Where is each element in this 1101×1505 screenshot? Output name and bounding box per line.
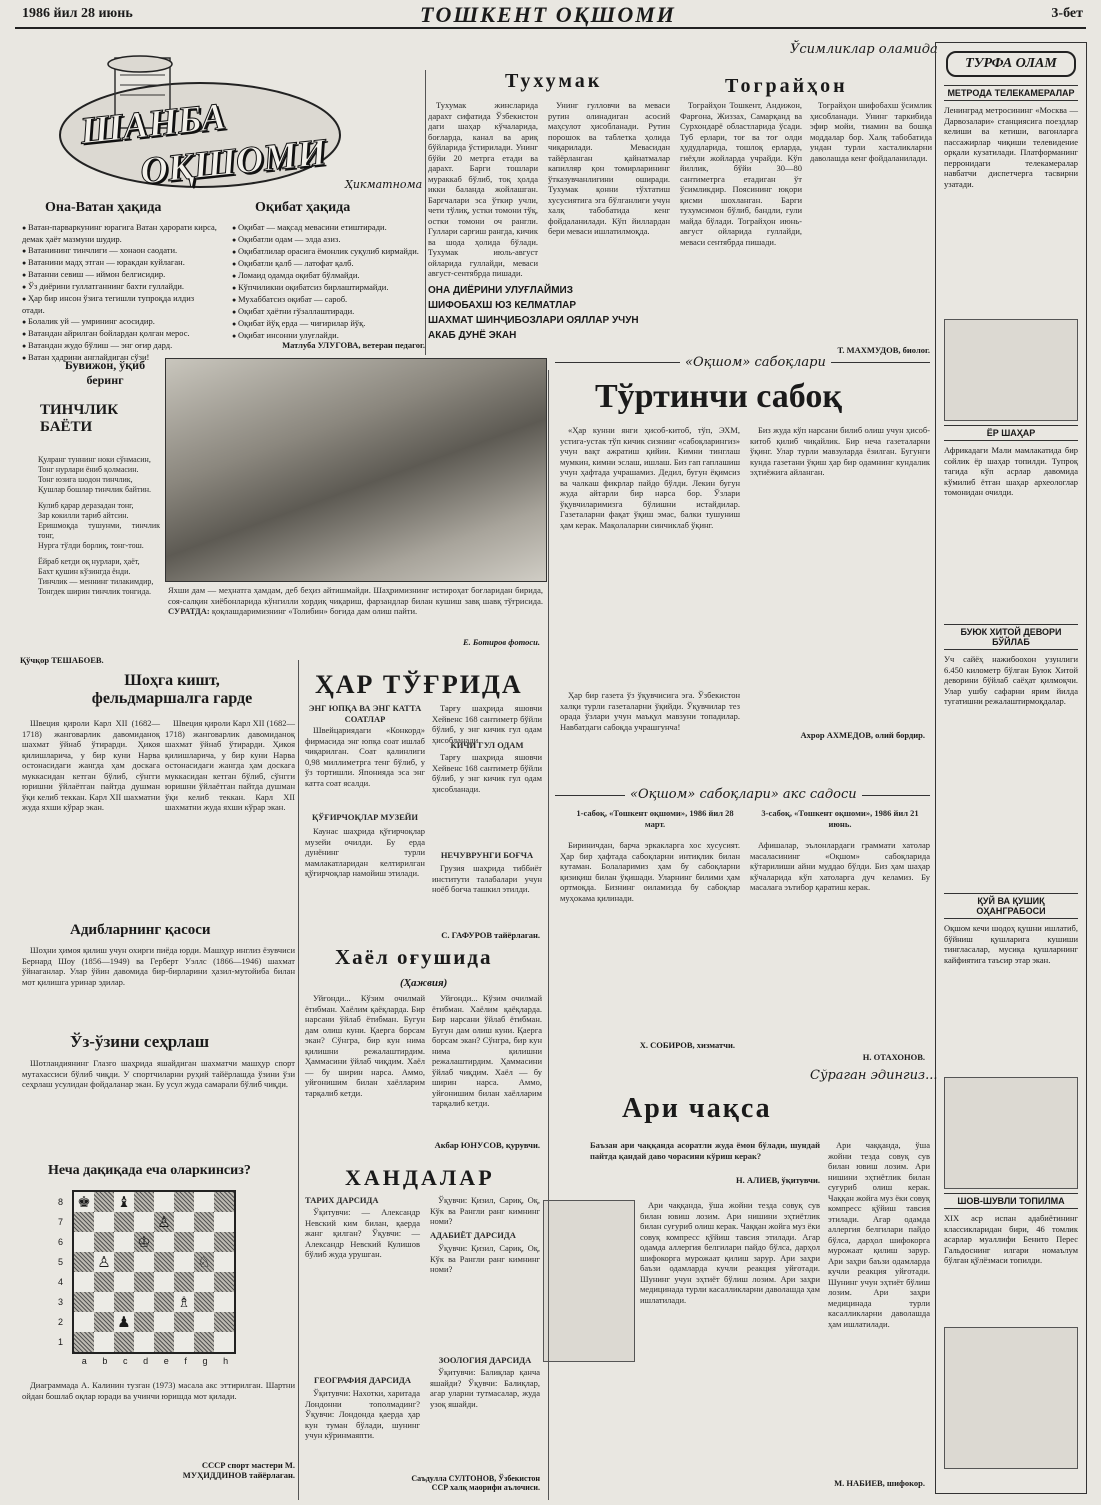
echo-author-1: Х. СОБИРОВ, хизматчи.: [639, 1040, 735, 1050]
chess-square: [154, 1272, 174, 1292]
wisdom-right-item: ● Ломаид одамда оқибат бўлмайди.: [232, 270, 422, 282]
poem-line: Тонгдек ширин тинчлик тонгида.: [38, 587, 152, 596]
sidebar-section-1-text: Ленинград метросининг «Москва — Дарвозалари» станциясига поездлар келиши ва кетиши, вагонларга пассажирлар чиқиши телевидение орқали кузатилади. Платформанинг перронидаги телекамералар навбатчи диспетчерга тасвирни узатади.: [944, 105, 1078, 189]
bee-lead-author: Н. АЛИЕВ, ўқитувчи.: [736, 1175, 820, 1185]
chess-square: [134, 1312, 154, 1332]
chess-diagram: [72, 1190, 236, 1354]
khayol-title: Хаёл оғушида: [335, 945, 493, 969]
har-turida-author: С. ГАФУРОВ тайёрлаган.: [441, 930, 540, 940]
khayol-col2: [432, 993, 542, 1118]
wisdom-left-item: ● Ватанининг тинчлиги — хонаон саодати.: [22, 245, 217, 257]
echo-col2-text: Афишалар, эълонлардаги граммати хатолар масаласининг «Оқшом» сабоқларида кўтарилиши айни муддао бўлди. Биз ҳам шаҳар кўчаларида кўп хатоларга дуч келамиз. Бу масалага эътибор қаратиш керак.: [750, 840, 930, 892]
sidebar-section-2-text: Африкадаги Мали мамлакатида бир сойлик ёр шаҳар топилди. Тупроқ тагида кўп асрлар давомида кўмилиб ётган шаҳар археологлар томонидан очилди.: [944, 445, 1078, 497]
photo-caption-label: СУРАТДА:: [168, 606, 210, 616]
shokha-title: Шоҳга кишт, фельдмаршалга гарде: [91, 672, 253, 707]
har-turida-title: ҲАР ТЎҒРИДА: [315, 670, 523, 699]
poem-line: Қулранг туннинг ноки сўнмасин,: [38, 455, 151, 464]
sidebar-illustration-2: [944, 1077, 1078, 1189]
sidebar-illustration-1: [944, 319, 1078, 421]
park-photo: [165, 358, 547, 582]
chess-square: [194, 1312, 214, 1332]
poem-kicker: Бувижон, ўқиб беринг: [64, 358, 146, 387]
khandalar-text3-intro: Ўқувчи: Қизил, Сариқ, Оқ, Кўк ва Рангли ранг кимнинг номи?: [430, 1195, 540, 1226]
tukhumak-body: Тухумак жинсларида дарахт сифатида Ўзбекистон даги шаҳар кўчаларида, боғларда, канал ва ариқ бўйларида ўстирилади. Унинг бўйи 20 метрга етади ва дарахт. Барги тошлари мураккаб бўлиб, тоқ ҳолда икки баланда жойлашган. Баргчалари эса ўткир учли, чети тўлиқ, устки томони тўқ, остки томони оч рангли. Гуллари сарғиш рангда, кичик ва шода ҳолида бўлади. Тухумак июль-август ойларида гуллайди, меваси август-сентябрда пишади.: [428, 100, 538, 278]
wisdom-right-item: ● Оқибат инсонни улуғлайди.: [232, 330, 422, 342]
uzuzini-title: Ўз-ўзини сеҳрлаш: [70, 1032, 210, 1051]
photo-credit: Е. Ботиров фотоси.: [462, 637, 540, 647]
wisdom-left-item: ● Ватанни севиш — иймон белгисидир.: [22, 269, 217, 281]
chess-square: [114, 1312, 134, 1332]
chess-square: [114, 1332, 134, 1352]
chess-file-label: c: [123, 1356, 128, 1366]
chess-title: Неча дақиқада еча оларкинсиз?: [48, 1163, 251, 1178]
chess-square: [134, 1272, 154, 1292]
chess-square: [194, 1192, 214, 1212]
logo-line2: ОҚШОМИ: [138, 131, 329, 193]
wisdom-right-item: ● Кўпчиликни оқибатсиз бирлаштирмайди.: [232, 282, 422, 294]
chess-square: [214, 1292, 234, 1312]
wisdom-left-title: Она-Ватан ҳақида: [45, 200, 162, 215]
bee-col2: [828, 1140, 930, 1470]
khandalar-col3-top: [430, 1195, 540, 1227]
chess-square: [194, 1212, 214, 1232]
khandalar-col4: [430, 1367, 540, 1472]
sidebar-section-4-title: ҚУЙ ВА ҚУШИҚ ОҲАНГРАБОСИ: [944, 893, 1078, 919]
har-turida-text4: Грузия шаҳрида тиббиёт институти талабалари учун ноёб боғча ташкил этилди.: [432, 863, 542, 894]
har-turida-col1: [305, 725, 425, 810]
chess-square: [134, 1332, 154, 1352]
chess-file-label: h: [223, 1356, 229, 1366]
chess-body: Диаграммада А. Калинин тузган (1973) масала акс эттирилган. Шартни ойдан бошлаб оқлар юради ва учинчи юришда мот қилади.: [22, 1380, 295, 1401]
poem-line: Қушлар бошлар тинчлик байтин.: [38, 485, 152, 494]
khandalar-text2: Ўқитувчи: Нахотки, харитада Лондонни тополмадинг? Ўқувчи: Лондонда қаерда ҳар кун туман бўлади, шунинг учун кўринмаяпти.: [305, 1388, 420, 1440]
lessons-title: Тўртинчи сабоқ: [595, 378, 842, 415]
chess-square: [154, 1232, 174, 1252]
chess-file-label: a: [81, 1356, 87, 1366]
bee-title: Ари чақса: [622, 1093, 772, 1124]
wisdom-left-item: ● Ҳар бир инсон ўзига тегишли тупроқда илдиз отади.: [22, 293, 217, 316]
chess-square: [214, 1332, 234, 1352]
khandalar-title: ХАНДАЛАР: [345, 1165, 495, 1190]
har-turida-sub1: ЭНГ ЮПҚА ВА ЭНГ КАТТА СОАТЛАР: [308, 703, 422, 724]
chess-rank-label: 4: [58, 1277, 64, 1287]
masthead-rule: [15, 27, 1086, 29]
poem-line: Бахт қушин кўзингда ёнди.: [38, 567, 131, 576]
chess-square: [94, 1272, 114, 1292]
logo-block: [40, 40, 423, 193]
tukhumak-text-2: [548, 100, 670, 265]
chess-rank-label: 5: [58, 1257, 64, 1267]
echo-source-2: 3-сабоқ, «Тошкент оқшоми», 1986 йил 21 июнь.: [761, 808, 919, 829]
chess-square: [74, 1272, 94, 1292]
photo-caption-label-text: қоқлашдаримизнинг «Толибин» боғида дам олиш пайти.: [211, 606, 418, 616]
chess-piece: ♗: [177, 1293, 191, 1311]
wisdom-right-title: Оқибат ҳақида: [255, 200, 351, 215]
poem-line: Тинчлик — меннинг тилакимдир,: [38, 577, 154, 586]
chess-piece: ♙: [97, 1253, 111, 1271]
chess-square: [194, 1252, 214, 1272]
wisdom-left-item: ● Болалик уй — умрининг асосидир.: [22, 316, 217, 328]
echo-author-2: Н. ОТАХОНОВ.: [862, 1052, 925, 1062]
chess-square: [74, 1292, 94, 1312]
sidebar-illustration-3: [944, 1327, 1078, 1469]
bee-kicker: Сўраган эдингиз...: [810, 1068, 938, 1083]
chess-square: [114, 1292, 134, 1312]
chess-rank-label: 2: [58, 1317, 64, 1327]
shokha-col1: [22, 718, 160, 908]
chess-square: [174, 1292, 194, 1312]
poem-line: Ёйраб кетди оқ нурлари, ҳаёт,: [38, 557, 140, 566]
adib-title: Адибларнинг қасоси: [70, 922, 211, 938]
lessons-col3: [560, 690, 740, 770]
chess-square: [214, 1232, 234, 1252]
chess-square: [214, 1212, 234, 1232]
chess-square: [114, 1212, 134, 1232]
khandalar-sub1: ТАРИХ ДАРСИДА: [305, 1195, 379, 1205]
chess-square: [174, 1252, 194, 1272]
chess-square: [134, 1192, 154, 1212]
chess-square: [154, 1192, 174, 1212]
promo-item: АКАБ ДУНЁ ЭКАН: [428, 330, 517, 341]
logo-line1: ШАНБА: [78, 95, 228, 153]
wisdom-left-item: ● Ватан-парваркунинг юрагига Ватан ҳарорати кирса, демак ҳаёт мазмуни шудир.: [22, 222, 217, 245]
har-turida-text3: Тарғу шаҳрида яшовчи Хейвенс 168 сантиметр бўйли бўлиб, у энг кичик гул одам ҳисобланади.: [432, 752, 542, 794]
logo-tagline: Ҳикматнома: [345, 178, 423, 191]
chess-square: [214, 1312, 234, 1332]
wisdom-left-item: ● Ватандан айрилган бойлардан қолган мерос.: [22, 328, 217, 340]
chess-square: [154, 1312, 174, 1332]
chess-rank-labels: [58, 1192, 70, 1352]
har-turida-sub3: КИЧИ ГУЛ ОДАМ: [450, 740, 524, 750]
sidebar-section-2-title: ЁР ШАҲАР: [944, 425, 1078, 441]
shokha-col2: [165, 718, 295, 908]
promo-item: ШИФОБАХШ ЮЗ КЕЛМАТЛАР: [428, 300, 577, 311]
wisdom-left-item: ● Ватан ҳадрини англайдиган сўзи!: [22, 352, 217, 364]
bee-author: М. НАБИЕВ, шифокор.: [834, 1478, 925, 1488]
tograykhon-text-2: [810, 100, 932, 330]
chess-square: [214, 1252, 234, 1272]
khandalar-author: Саъдулла СУЛТОНОВ, Ўзбекистон ССР халқ маорифи аълочиси.: [411, 1474, 540, 1492]
sidebar-section-3-text: Уч сайёҳ нажибоохон узунлиги 6.450 километр бўлган Буюк Хитой деворини бўйлаб саёҳат қилмоқчи. Улар ушбу сафарни ярим йилда тугатишни режалаштирмоқдалар.: [944, 654, 1078, 706]
chess-author: СССР спорт мастери М. МУҲИДДИНОВ тайёрлаган.: [182, 1460, 295, 1480]
echo-source-1: 1-сабоқ, «Тошкент оқшоми», 1986 йил 28 март.: [576, 808, 734, 829]
khayol-text-2: Уйғонди... Кўзим очилмай ётибман. Хаёлим қаёқларда. Бир нарсани ўйлаб ётибман. Бугун дам олиш куни. Қаерга борсам экан? Сўнгра, бир кун нима қилишни режалаштирдим. Ҳаммасини ўйлаб чиқдим. Хаёл — бу ширин нарса. Аммо, уйғонишим билан хаёлларим тарқалиб кетди.: [432, 993, 542, 1108]
chess-square: [154, 1292, 174, 1312]
promo-item: ОНА ДИЁРИНИ УЛУҒЛАЙМИЗ: [428, 285, 573, 296]
lessons-header: «Оқшом» сабоқлари: [680, 355, 831, 370]
chess-square: [154, 1212, 174, 1232]
khandalar-col3: [430, 1243, 540, 1348]
sidebar-turfa-olam: [935, 42, 1087, 1494]
chess-square: [174, 1312, 194, 1332]
har-turida-col3: [432, 752, 542, 847]
wisdom-left-list: [22, 222, 217, 372]
lessons-col2: [750, 425, 930, 690]
lessons-author: Ахрор АХМЕДОВ, олий бордир.: [800, 730, 925, 740]
photo-caption: [168, 585, 543, 635]
column-rule-3: [425, 70, 426, 355]
chess-file-label: g: [202, 1356, 208, 1366]
poem-author: Қўчқор ТЕШАБОЕВ.: [20, 655, 104, 665]
chess-square: [174, 1232, 194, 1252]
wisdom-left-item: ● Ўз диёрини гуллатганнинг бахти гуллайди.: [22, 281, 217, 293]
chess-rank-label: 6: [58, 1237, 64, 1247]
poem-line: Нурга тўлди борлиқ, тонг-тош.: [38, 541, 144, 550]
promo-list: [428, 283, 673, 353]
chess-square: [214, 1272, 234, 1292]
chess-square: [74, 1192, 94, 1212]
sidebar-section-1-title: МЕТРОДА ТЕЛЕКАМЕРАЛАР: [944, 85, 1078, 101]
uzuzini-body: Шотландиянинг Глазго шаҳрида яшайдиган шахматчи машҳур спорт мутахассиси бўлиб чиқди. У спортчиларни руҳий тайёрлашда ўзини ўзи сеҳрлаш усулидан фойдаланар экан. Бу усул жуда самарали бўлиб чиқди.: [22, 1058, 295, 1089]
har-turida-col2: [305, 826, 425, 926]
khayol-subtitle: (Ҳажвия): [400, 977, 448, 989]
chess-square: [174, 1272, 194, 1292]
chess-square: [114, 1192, 134, 1212]
khandalar-col2: [305, 1388, 420, 1488]
wisdom-left-item: ● Ватанини мадҳ этган — юракдан куйлаган.: [22, 257, 217, 269]
uzuzini-text: [22, 1058, 295, 1153]
wisdom-left-item: ● Ватандан жудо бўлиш — энг оғир дард.: [22, 340, 217, 352]
tograykhon-body-2: Тограйҳон шифобахш ўсимлик ҳисобланади. Унинг таркибида эфир мойи, тиамин ва бошқа моддалар бор. Халқ табобатида ундан турли хасталикларни даволашда кенг фойдаланилади.: [810, 100, 932, 163]
chess-piece: ♝: [117, 1193, 131, 1211]
chess-rank-label: 8: [58, 1197, 64, 1207]
har-turida-sub2: ҚЎҒИРЧОҚЛАР МУЗЕЙИ: [312, 812, 418, 822]
tukhumak-body-2: Унинг гулловчи ва меваси рутин олинадиган асосий маҳсулот ҳисобланади. Рутин порошок ва таблетка ҳолида чиқарилади. Мевасидан тайёрланган қайнатмалар капилляр қон томирларининг ўтказувчанлигини оширади. Тухумак қонни тўхтатиш хусусиятига эга бўлганлиги учун халқ табобатида кенг фойдаланилади. Кўп йиллардан бери меваси ишлатилмоқда.: [548, 100, 670, 236]
chess-square: [134, 1212, 154, 1232]
chess-square: [74, 1252, 94, 1272]
newspaper-title: ТОШКЕНТ ОҚШОМИ: [420, 2, 676, 27]
chess-square: [74, 1212, 94, 1232]
echo-col1-text: Бириничдан, барча эркакларга хос хусусият. Ҳар бир ҳафтада сабоқларни интиқлик билан кутаман. Болаларимиз ҳам бу сабоқларни қизиқиш билан ўқишади. Уларнинг билими ҳам ортмоқда. Бизнинг оиламизда бу сабоқлар муҳокама қилинади.: [560, 840, 740, 903]
chess-piece: ♚: [77, 1193, 91, 1211]
chess-rank-label: 1: [58, 1337, 64, 1347]
lessons-col3-text: Ҳар бир газета ўз ўқувчисига эга. Ўзбекистон халқи турли газеталарни ўқийди. Ўқувчилар тез орада ўзлари учун маъқул мавзуни топадилар. Навбатдаги сабоқда учрашгунча!: [560, 690, 740, 732]
har-turida-text1: Швейцариядаги «Конкорд» фирмасида энг юпқа соат ишлаб чиқарилган. Соат қалинлиги 0,98 миллиметрга тенг бўлиб, у ўз тортишли. Японияда эса энг катта соат ясалди.: [305, 725, 425, 788]
lessons-col1-text: «Ҳар кунни янги ҳисоб-китоб, тўп, ЭХМ, устига-устак тўп кичик сизнинг «сабоқларингиз» учун вақт ажратиш қийин. Кимни тинглаш мумкин, кимни эслаш, ишлаш. Биз гап гаплашиш учун ҳафтада учрашамиз. Дедил, бугун ёқимсиз ва чалкаш фикрлар пайдо бўлди. Лекин бугун жуда айтарли бир нарса бор. Ўзлари ўқувчиларимизга бўлишни истайдилар. Газеталарни фақат ўқиш эмас, балки тушуниш ҳам керак. Мақолаларни синчиклаб ўқинг.: [560, 425, 740, 530]
adib-body: Шоҳни ҳимоя қилиш учун охирги пиёда юрди. Машҳур инглиз ёзувчиси Бернард Шоу (1856—1949) ва Герберт Уэллс (1866—1946) шахмат ўйнаганлар. Улар ўйин давомида бир-бирларини ҳазил-мутойиба билан мот қилишга уринар эдилар.: [22, 945, 295, 987]
chess-square: [94, 1232, 114, 1252]
sidebar-section-5-text: XIX аср испан адабиётининг классикларидан бири, 46 томлик асарлар муаллифи Бенито Перес Гальдоснинг илгари номаълум бўлган қўлёзмаси топилди.: [944, 1213, 1078, 1265]
echo-col2: [750, 840, 930, 1035]
chess-square: [194, 1292, 214, 1312]
wisdom-right-item: ● Оқибат ҳаётни гўзаллаштиради.: [232, 306, 422, 318]
chess-square: [134, 1232, 154, 1252]
poem-line: Тонг нурлари ёниб қолмасин.: [38, 465, 139, 474]
adib-text: [22, 945, 295, 1020]
chess-square: [74, 1332, 94, 1352]
chess-board: [72, 1190, 236, 1354]
har-turida-col4: [432, 863, 542, 923]
khandalar-sub4: ЗООЛОГИЯ ДАРСИДА: [438, 1355, 532, 1365]
khandalar-text3: Ўқувчи: Қизил, Сариқ, Оқ, Кўк ва Рангли ранг кимнинг номи?: [430, 1243, 540, 1274]
khandalar-col1: [305, 1207, 420, 1372]
chess-square: [174, 1212, 194, 1232]
chess-square: [94, 1252, 114, 1272]
bee-col1: [640, 1200, 820, 1490]
sidebar-section-3-title: БУЮК ХИТОЙ ДЕВОРИ БЎЙЛАБ: [944, 624, 1078, 650]
wisdom-right-item: ● Оқибатли қалб — латофат қалб.: [232, 258, 422, 270]
khayol-author: Акбар ЮНУСОВ, қурувчи.: [434, 1140, 540, 1150]
chess-piece: ♙: [157, 1213, 171, 1231]
column-rule-1: [298, 660, 299, 1500]
sidebar-title: ТУРФА ОЛАМ: [946, 51, 1076, 77]
khandalar-sub3: АДАБИЁТ ДАРСИДА: [430, 1230, 516, 1240]
chess-square: [94, 1212, 114, 1232]
sidebar-section-4-text: Оқшом кечи шодоҳ қушни ишлатиб, бўйниш қушларига кушиши тингласалар, мусиқа қушларнинг кайфиятига таъсир этар экан.: [944, 923, 1078, 965]
chess-square: [214, 1192, 234, 1212]
lessons-col1: [560, 425, 740, 690]
chess-square: [74, 1232, 94, 1252]
poem-line: Зар кокилли тариб айтсин.: [38, 511, 129, 520]
khandalar-sub2: ГЕОГРАФИЯ ДАРСИДА: [314, 1375, 411, 1385]
chess-piece: ♘: [197, 1253, 211, 1271]
chess-square: [114, 1252, 134, 1272]
page-number: 3-бет: [1051, 6, 1083, 21]
poem-line: Еришмоқда тушунми, тинчлик тонг,: [38, 521, 160, 540]
chess-square: [174, 1332, 194, 1352]
chess-square: [94, 1332, 114, 1352]
chess-piece: ♔: [137, 1233, 151, 1251]
wisdom-author: Матлуба УЛУГОВА, ветеран педагог.: [282, 340, 425, 350]
chess-square: [134, 1292, 154, 1312]
poem-line: Кулиб қарар деразадан тонг,: [38, 501, 134, 510]
chess-square: [114, 1272, 134, 1292]
shokha-text-2: Швеция қироли Карл XII (1682—1718) жанговарлик давомиданоқ шахмат ўйнаб ўтирарди. Ҳикоя қилишларича, у бир куни Нарва остонасидаги жангда ҳам доскага муккасидан кетган бўлиб, сўнгги юришни ўйлаётган пайтда душман ўқи келиб теккан. Карл XII шахматни жуда яхши кўрар экан.: [165, 718, 295, 812]
shokha-text-1: Швеция қироли Карл XII (1682—1718) жанговарлик давомиданоқ шахмат ўйнаб ўтирарди. Ҳикоя қилишларича, у бир куни Нарва остонасидаги жангда ҳам доскага муккасидан кетган бўлиб, сўнгги юришни ўйлаётган пайтда душман ўқи келиб теккан. Карл XII шахматни жуда яхши кўрар экан.: [22, 718, 160, 812]
khayol-text-1: Уйғонди... Кўзим очилмай ётибман. Хаёлим қаёқларда. Бир нарсани ўйлаб ётибман. Бугун дам олиш куни. Қаерга борсам экан? Сўнгра, бир кун нима қилишни режалаштирдим. Ҳаммасини ўйлаб чиқдим. Хаёл — бу ширин нарса. Аммо, уйғонишим билан хаёлларим тарқалиб кетди.: [305, 993, 425, 1098]
tograykhon-title: Тограйҳон: [725, 75, 848, 97]
chess-square: [114, 1232, 134, 1252]
photo-caption-text: Яхши дам — меҳнатга ҳамдам, деб беҳиз айтишмайди. Шаҳримизнинг истироҳат боғларидан бирида, соя-салқин хиёбонларида кўнгилли хордиқ чиқариш, фарзандлар билан кушиш завқ шавқ тўғрисида.: [168, 585, 543, 606]
tograykhon-text: [680, 100, 802, 330]
sidebar-section-5-title: ШОВ-ШУВЛИ ТОПИЛМА: [944, 1193, 1078, 1209]
column-rule-2: [548, 370, 549, 1500]
wisdom-right-item: ● Оқибатли одам — элда азиз.: [232, 234, 422, 246]
section-label: Ўсимликлар оламида: [790, 42, 938, 57]
chess-text: [22, 1380, 295, 1460]
promo-item: ШАХМАТ ШИНҶИБОЗЛАРИ ОЯЛЛАР УЧУН: [428, 315, 639, 326]
chess-square: [154, 1252, 174, 1272]
khandalar-text1: Ўқитувчи: — Александр Невский ким билан, қаерда жанг қилган? Ўқувчи: — Александр Невский Кулишов бўлиб жуда урушган.: [305, 1207, 420, 1259]
tukhumak-text: [428, 100, 538, 278]
chess-piece: ♟: [117, 1313, 131, 1331]
wisdom-right-item: ● Мухаббатсиз оқибат — сароб.: [232, 294, 422, 306]
chess-square: [194, 1332, 214, 1352]
tukhumak-title: Тухумак: [505, 70, 603, 92]
chess-file-label: e: [163, 1356, 169, 1366]
chess-rank-label: 3: [58, 1297, 64, 1307]
chess-square: [134, 1252, 154, 1272]
wisdom-right-item: ● Оқибат — мақсад мевасини етиштиради.: [232, 222, 422, 234]
chess-square: [194, 1232, 214, 1252]
khayol-col1: [305, 993, 425, 1118]
chess-square: [94, 1312, 114, 1332]
tograykhon-author: Т. МАХМУДОВ, биолог.: [837, 345, 930, 355]
chess-file-label: b: [102, 1356, 108, 1366]
chess-square: [74, 1312, 94, 1332]
wisdom-right-item: ● Оқибатлилар орасига ёмонлик суқулиб кирмайди.: [232, 246, 422, 258]
poem-line: Тонг юзига шодон тинчлик,: [38, 475, 133, 484]
chess-square: [94, 1292, 114, 1312]
har-turida-text3-intro: Тарғу шаҳрида яшовчи Хейвенс 168 сантиметр бўйли бўлиб, у энг кичик гул одам ҳисобланади.: [432, 703, 542, 745]
issue-date: 1986 йил 28 июнь: [22, 6, 133, 21]
bee-col1-text: Ари чаққанда, ўша жойни тезда совуқ сув билан ювиш лозим. Ари нишини эҳтиётлик билан суғуриб олиш керак. Чаққан жойга муз ёки совуқ компресс қўйиш тавсия этилади. Агар одамда аллергия белгилари пайдо бўлса, дарҳол шифокорга мурожаат қилиш зарур. Ари заҳри баъзи одамларда кучли реакция уйғотади. Шунинг учун эҳтиёт бўлиш лозим. Ари заҳри медицинада турли касалликларни даволашда ҳам ишлатилади.: [640, 1200, 820, 1305]
bee-lead: Баъзан ари чаққанда асоратли жуда ёмон бўлади, шундай пайтда қандай даво чорасини кўриш керак?: [590, 1140, 820, 1161]
chess-square: [194, 1272, 214, 1292]
khandalar-text4: Ўқитувчи: Балиқлар қанча яшайди? Ўқувчи: Балиқлар, агар уларни тутмасалар, жуда узоқ яшайди.: [430, 1367, 540, 1409]
chess-square: [94, 1192, 114, 1212]
tograykhon-body: Тограйҳон Тошкент, Андижон, Фарғона, Жиззах, Самарқанд ва Сурхондарё областларида ўсади. Туб ерлари, тоғ ва тоғ олди ҳудудларида, тошлоқ ерларда, гиёҳли жойларда учрайди. Кўп йиллик, бўйи 30—80 сантиметрга етадиган ўт ўсимликдир. Поясининг юқори қисми шохланган. Барги тухумсимон бўлиб, бандли, гули майда бўлади. Тограйҳон июнь-август ойларида гуллайди, меваси сентябрда пишади.: [680, 100, 802, 247]
chess-file-label: d: [143, 1356, 149, 1366]
wisdom-right-item: ● Оқибат йўқ ерда — чиғирилар йўқ.: [232, 318, 422, 330]
chess-file-label: f: [184, 1356, 187, 1366]
har-turida-text2: Каунас шаҳрида қўғирчоқлар музейи очилди. Бу ерда дунёнинг турли мамлакатларидан келтирилган қўғирчоқлар намойиш этилади.: [305, 826, 425, 878]
poem-lines: [38, 455, 160, 650]
chess-file-labels: [74, 1356, 236, 1366]
chess-square: [154, 1332, 174, 1352]
poem-title: ТИНЧЛИК БАЁТИ: [40, 402, 119, 435]
bee-col2-text: Ари чаққанда, ўша жойни тезда совуқ сув билан ювиш лозим. Ари нишини эҳтиётлик билан суғуриб олиш керак. Чаққан жойга муз ёки совуқ компресс қўйиш тавсия этилади. Агар одамда аллергия белгилари пайдо бўлса, дарҳол шифокорга мурожаат қилиш зарур. Ари заҳри баъзи одамларда кучли реакция уйғотади. Шунинг учун эҳтиёт бўлиш лозим. Ари заҳри медицинада турли касалликларни даволашда ҳам ишлатилади.: [828, 1140, 930, 1329]
echo-header: «Оқшом» сабоқлари» акс садоси: [625, 787, 862, 802]
chess-rank-label: 7: [58, 1217, 64, 1227]
chess-square: [174, 1192, 194, 1212]
lessons-col2-text: Биз жуда кўп нарсани билиб олиш учун ҳисоб-китоб қилиб чиқайлик. Бир неча газеталарни ўқинг. Улар турли мавзуларда ёзилган. Бугунги кунда газетани ўқиш ҳар бир одамнинг кундалик эҳтиёжига айланган.: [750, 425, 930, 477]
bee-illustration: [543, 1200, 635, 1362]
wisdom-right-list: [232, 222, 422, 340]
echo-col1: [560, 840, 740, 1035]
har-turida-sub4: НЕЧУВРУНГИ БОҒЧА: [440, 850, 534, 860]
